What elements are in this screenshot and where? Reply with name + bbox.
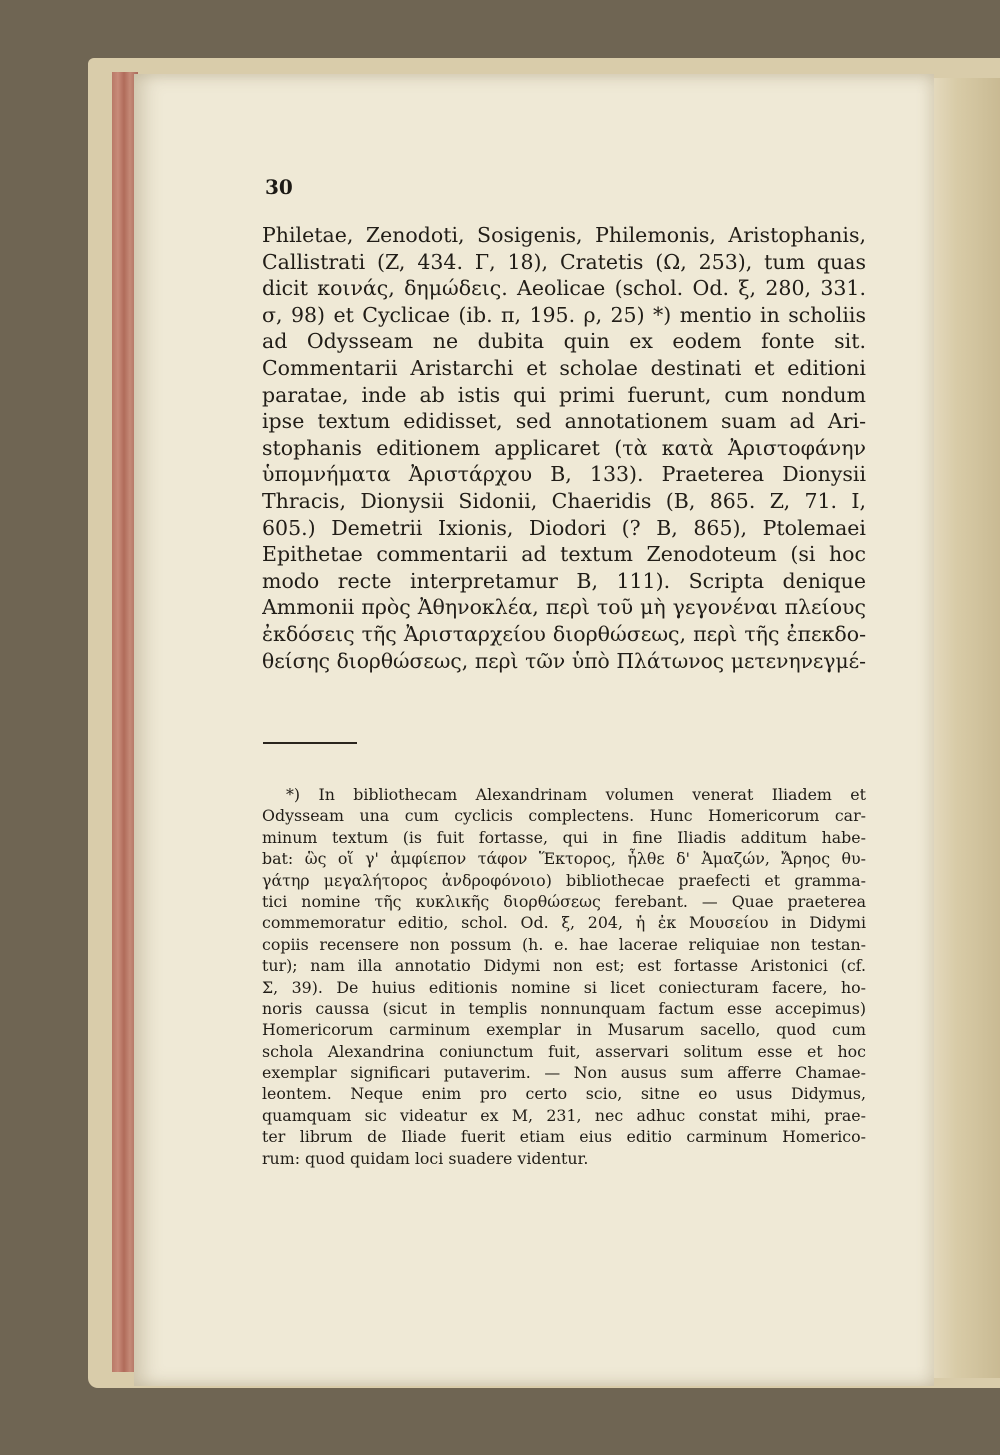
footnote-line: commemoratur editio, schol. Od. ξ, 204, ἡ ἐκ Μουσείου in Didymi (262, 913, 866, 933)
text-line: ἐκδόσεις τῆς Ἀρισταρχείου διορθώσεως, περὶ τῆς ἐπεκδο- (262, 621, 866, 646)
footnote-line: *) In bibliothecam Alexandrinam volumen venerat Iliadem et (286, 785, 866, 804)
text-line: Thracis, Dionysii Sidonii, Chaeridis (B, 865. Z, 71. I, (262, 488, 866, 513)
footnote-line: tici nomine τῆς κυκλικῆς διορθώσεως ferebant. — Quae praeterea (262, 891, 866, 911)
text-line: 605.) Demetrii Ixionis, Diodori (? B, 865), Ptolemaei (262, 515, 866, 540)
footnote-line: minum textum (is fuit fortasse, qui in fine Iliadis additum habe- (262, 827, 866, 847)
footnote-line: γάτηρ μεγαλήτορος ἀνδροφόνοιο) bibliothecae praefecti et gramma- (262, 870, 866, 890)
footnote (262, 784, 866, 1169)
facing-page-edge (928, 78, 1000, 1378)
footnote-line: ter librum de Iliade fuerit etiam eius editio carminum Homerico- (262, 1127, 866, 1147)
footnote-line: bat: ὣς οἵ γ' ἀμφίεπον τάφον Ἕκτορος, ἦλθε δ' Ἀμαζών, Ἄρηος θυ- (262, 849, 866, 869)
footnote-line: Σ, 39). De huius editionis nomine si licet coniecturam facere, ho- (262, 977, 866, 997)
text-line: ad Odysseam ne dubita quin ex eodem fonte sit. (262, 329, 866, 354)
text-line: Epithetae commentarii ad textum Zenodoteum (si hoc (262, 542, 866, 567)
footnote-line: Odysseam una cum cyclicis complectens. Hunc Homericorum car- (262, 806, 866, 826)
footnote-line: rum: quod quidam loci suadere videntur. (262, 1148, 589, 1168)
footnote-line: exemplar significari putaverim. — Non ausus sum afferre Chamae- (262, 1063, 866, 1083)
footnote-rule (263, 742, 357, 744)
text-line: Callistrati (Z, 434. Γ, 18), Cratetis (Ω, 253), tum quas (262, 249, 866, 274)
text-line: Commentarii Aristarchi et scholae destinati et editioni (262, 355, 866, 380)
footnote-line: quamquam sic videatur ex M, 231, nec adhuc constat mihi, prae- (262, 1105, 866, 1125)
text-line: σ, 98) et Cyclicae (ib. π, 195. ρ, 25) *) mentio in scholiis (262, 302, 866, 327)
text-line: paratae, inde ab istis qui primi fuerunt, cum nondum (262, 382, 866, 407)
text-line: Ammonii πρὸς Ἀθηνοκλέα, περὶ τοῦ μὴ γεγονέναι πλείους (262, 595, 866, 620)
text-line: ὑπομνήματα Ἀριστάρχου B, 133). Praeterea Dionysii (262, 462, 866, 487)
main-text (262, 222, 866, 674)
footnote-line: schola Alexandrina coniunctum fuit, asservari solitum esse et hoc (262, 1041, 866, 1061)
footnote-line: noris caussa (sicut in templis nonnunquam factum esse accepimus) (262, 998, 866, 1018)
text-line: stophanis editionem applicaret (τὰ κατὰ Ἀριστοφάνην (262, 435, 866, 460)
text-line: dicit κοινάς, δημώδεις. Aeolicae (schol. Od. ξ, 280, 331. (262, 276, 866, 301)
page-number: 30 (265, 175, 293, 199)
text-line: Philetae, Zenodoti, Sosigenis, Philemonis, Aristophanis, (262, 223, 866, 247)
footnote-line: tur); nam illa annotatio Didymi non est; est fortasse Aristonici (cf. (262, 956, 866, 976)
footnote-line: leontem. Neque enim pro certo scio, sitne eo usus Didymus, (262, 1084, 866, 1104)
text-line: ipse textum edidisset, sed annotationem suam ad Ari- (262, 409, 866, 434)
text-line: modo recte interpretamur B, 111). Scripta denique (262, 568, 866, 593)
text-line: θείσης διορθώσεως, περὶ τῶν ὑπὸ Πλάτωνος μετενηνεγμέ- (262, 648, 866, 673)
footnote-line: Homericorum carminum exemplar in Musarum sacello, quod cum (262, 1020, 866, 1040)
footnote-line: copiis recensere non possum (h. e. hae lacerae reliquiae non testan- (262, 934, 866, 954)
